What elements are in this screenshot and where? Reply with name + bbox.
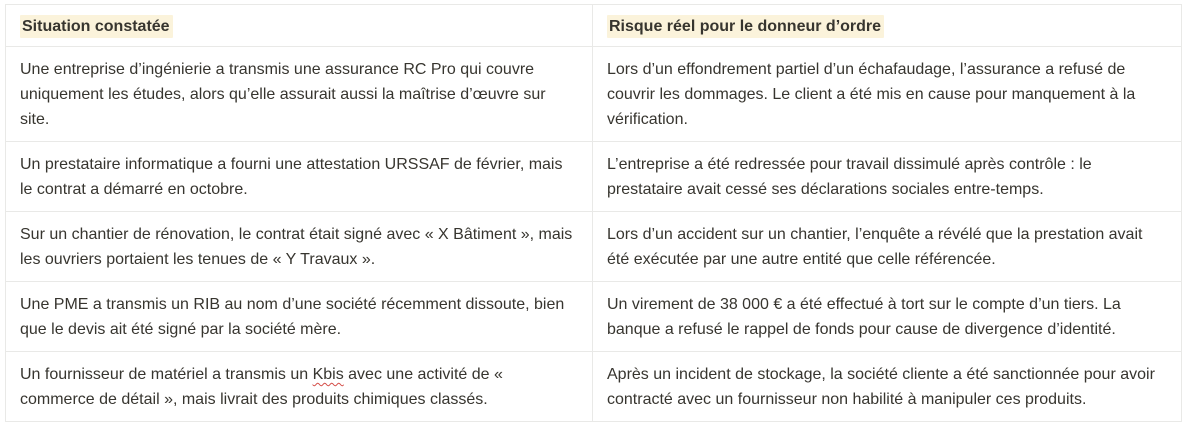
risque-cell[interactable] (593, 212, 1181, 281)
risque-cell[interactable] (593, 142, 1181, 211)
cell-text: avec une activité de « commerce de détail », mais livrait des produits chimiques classés. (20, 366, 503, 408)
header-highlight-situation: Situation constatée (20, 15, 173, 38)
cell-text: Lors d’un effondrement partiel d’un échafaudage, l’assurance a refusé de couvrir les dommages. Le client a été mis en cause pour manquement à la vérification. (607, 61, 1136, 128)
cell-text: L’entreprise a été redressée pour travail dissimulé après contrôle : le prestataire avait cessé ses déclarations sociales entre-temps. (607, 156, 1092, 198)
situation-cell[interactable] (6, 352, 593, 421)
risque-cell[interactable] (593, 352, 1181, 421)
cell-text: Un prestataire informatique a fourni une attestation URSSAF de février, mais le contrat a démarré en octobre. (20, 156, 563, 198)
cell-text: Sur un chantier de rénovation, le contrat était signé avec « X Bâtiment », mais les ouvriers portaient les tenues de « Y Travaux ». (20, 226, 573, 268)
situation-cell[interactable] (6, 142, 593, 211)
risque-cell[interactable] (593, 47, 1181, 141)
situation-cell[interactable] (6, 212, 593, 281)
table-row (6, 211, 1181, 281)
cell-text: Une entreprise d’ingénierie a transmis une assurance RC Pro qui couvre uniquement les études, alors qu’elle assurait aussi la maîtrise d’œuvre sur site. (20, 61, 546, 128)
cell-text: Après un incident de stockage, la société cliente a été sanctionnée pour avoir contracté avec un fournisseur non habilité à manipuler ces produits. (607, 366, 1155, 408)
comparison-table (5, 4, 1182, 422)
header-cell-risque[interactable] (593, 5, 1181, 46)
header-cell-situation[interactable] (6, 5, 593, 46)
risque-cell[interactable] (593, 282, 1181, 351)
misspelled-word: Kbis (312, 366, 344, 383)
table-header-row (6, 5, 1181, 46)
table-row (6, 141, 1181, 211)
cell-text: Un fournisseur de matériel a transmis un (20, 366, 313, 383)
situation-cell[interactable] (6, 47, 593, 141)
situation-cell[interactable] (6, 282, 593, 351)
cell-text: Lors d’un accident sur un chantier, l’enquête a révélé que la prestation avait été exécutée par une autre entité que celle référencée. (607, 226, 1143, 268)
table-row (6, 46, 1181, 141)
table-row (6, 351, 1181, 421)
cell-text: Un virement de 38 000 € a été effectué à tort sur le compte d’un tiers. La banque a refusé le rappel de fonds pour cause de divergence d’identité. (607, 296, 1121, 338)
table-row (6, 281, 1181, 351)
header-highlight-risque: Risque réel pour le donneur d’ordre (607, 15, 884, 38)
cell-text: Une PME a transmis un RIB au nom d’une société récemment dissoute, bien que le devis ait été signé par la société mère. (20, 296, 565, 338)
